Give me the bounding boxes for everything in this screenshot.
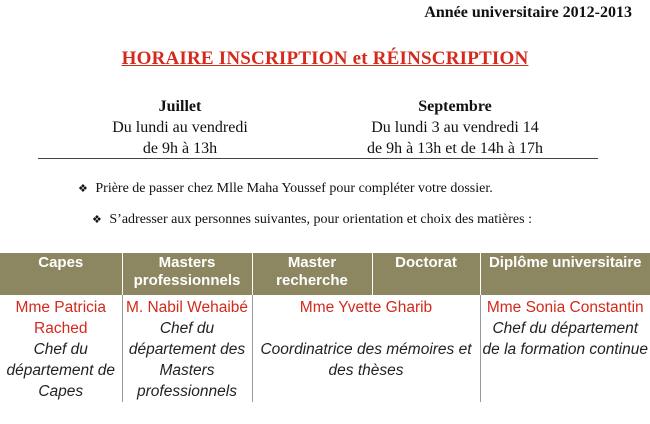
- september-hours: de 9h à 13h et de 14h à 17h: [367, 140, 543, 157]
- july-month: Juillet: [158, 98, 202, 115]
- september-month: Septembre: [418, 98, 492, 115]
- cell-diplome-universitaire: [480, 295, 650, 402]
- table-row: [0, 295, 650, 402]
- september-days: Du lundi 3 au vendredi 14: [371, 119, 539, 136]
- header-masters-professionnels: Masters professionnels: [122, 253, 252, 295]
- diamond-bullet-icon: ❖: [92, 214, 102, 226]
- note-dossier: [78, 181, 493, 197]
- contact-role: Coordinatrice des mémoires et des thèses: [260, 341, 472, 379]
- contact-name: Mme Sonia Constantin: [486, 299, 644, 316]
- cell-capes: [0, 295, 122, 402]
- contact-name: Mme Patricia Rached: [15, 299, 106, 337]
- contact-name: Mme Yvette Gharib: [299, 299, 433, 316]
- contact-role: Chef du département de Capes: [6, 341, 116, 400]
- september-schedule: [320, 96, 590, 159]
- note-orientation-text: S’adresser aux personnes suivantes, pour orientation et choix des matières :: [109, 212, 532, 227]
- academic-year-label: Année universitaire 2012-2013: [424, 4, 632, 21]
- contact-role: Chef du département de la formation continue: [482, 320, 648, 358]
- july-schedule: [80, 96, 280, 159]
- july-hours: de 9h à 13h: [142, 140, 218, 157]
- note-dossier-text: Prière de passer chez Mlle Maha Youssef pour compléter votre dossier.: [95, 181, 493, 196]
- cell-recherche-doctorat: [252, 295, 480, 402]
- contact-role: Chef du département des Masters professionnels: [128, 320, 246, 400]
- contacts-table: [0, 253, 650, 402]
- divider: [38, 158, 598, 159]
- note-orientation: [92, 212, 532, 228]
- header-master-recherche: Master recherche: [252, 253, 372, 295]
- header-capes: Capes: [0, 253, 122, 295]
- cell-masters-professionnels: [122, 295, 252, 402]
- header-diplome-universitaire: Diplôme universitaire: [480, 253, 650, 295]
- table-header-row: [0, 253, 650, 295]
- header-doctorat: Doctorat: [372, 253, 480, 295]
- diamond-bullet-icon: ❖: [78, 183, 88, 195]
- page-title: HORAIRE INSCRIPTION et RÉINSCRIPTION: [121, 48, 529, 69]
- july-days: Du lundi au vendredi: [112, 119, 248, 136]
- contact-name: M. Nabil Wehaibé: [125, 299, 249, 316]
